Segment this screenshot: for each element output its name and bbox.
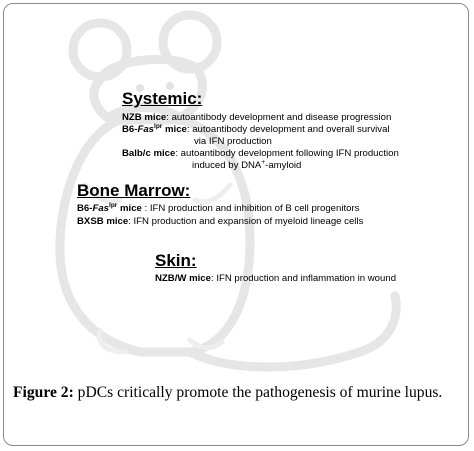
bm-b6-lpr-superscript: lpr (109, 202, 118, 209)
figure-caption-text: pDCs critically promote the pathogenesis of murine lupus. (73, 384, 443, 401)
b6-mice-description-continued: via IFN production (194, 136, 272, 147)
nzbw-mice-label: NZB/W mice (155, 273, 211, 284)
bm-b6-mice-label (77, 203, 142, 214)
bxsb-mice-description: : IFN production and expansion of myeloid lineage cells (128, 216, 364, 227)
amyloid-text: -amyloid (265, 160, 302, 171)
b6-mice-word: mice (162, 124, 187, 135)
systemic-b6-line (122, 124, 390, 136)
bm-b6-prefix: B6- (77, 203, 93, 214)
bm-b6-fas: Fas (92, 203, 110, 214)
figure-caption (13, 382, 465, 403)
nzbw-mice-description: : IFN production and inflammation in wound (210, 273, 397, 284)
balb-mice-description: : autoantibody development following IFN production (175, 148, 399, 159)
systemic-nzb-line (122, 112, 391, 124)
skin-nzbw-line (155, 273, 396, 285)
b6-prefix: B6- (122, 124, 138, 135)
dna-text: induced by DNA (192, 160, 262, 171)
dna-plus-superscript: + (261, 159, 266, 166)
b6-lpr-superscript: lpr (154, 123, 163, 130)
b6-fas: Fas (137, 124, 155, 135)
figure-caption-label: Figure 2: (13, 384, 74, 401)
bone-marrow-bxsb-line (77, 216, 363, 228)
nzb-mice-label: NZB mice (122, 112, 167, 123)
balb-mice-label: Balb/c mice (122, 148, 176, 159)
nzb-mice-description: : autoantibody development and disease progression (166, 112, 392, 123)
skin-heading: Skin: (155, 251, 197, 270)
bone-marrow-heading: Bone Marrow: (77, 181, 191, 200)
systemic-heading: Systemic: (122, 89, 203, 108)
bm-b6-mice-word: mice (117, 203, 142, 214)
b6-mice-label (122, 124, 187, 135)
bone-marrow-b6-line (77, 203, 359, 215)
balb-mice-description-continued (192, 160, 301, 172)
b6-mice-description: : autoantibody development and overall survival (186, 124, 390, 135)
bxsb-mice-label: BXSB mice (77, 216, 129, 227)
bm-b6-mice-description: : IFN production and inhibition of B cell progenitors (141, 203, 360, 214)
mouse-right-arm (195, 185, 230, 202)
